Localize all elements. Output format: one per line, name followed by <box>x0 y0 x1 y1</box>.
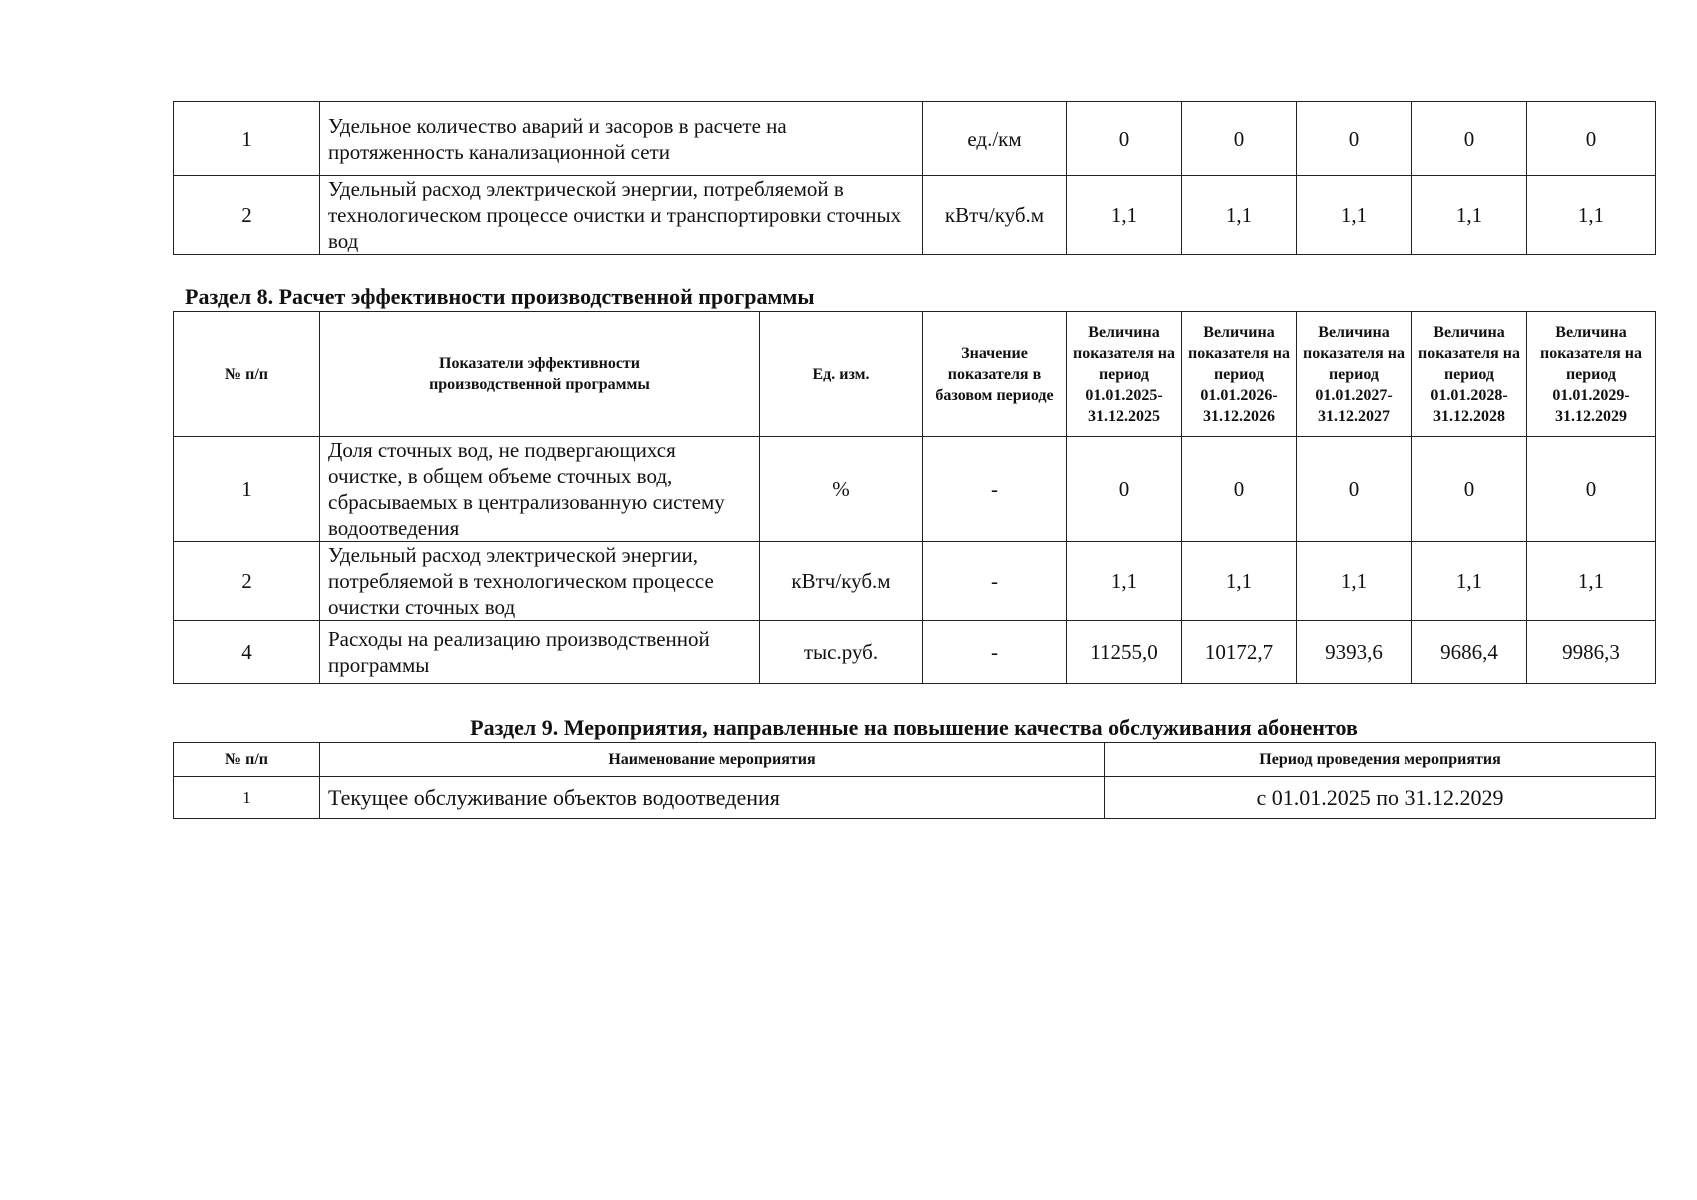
value-cell: 1,1 <box>1527 542 1656 621</box>
table-row <box>174 542 1656 621</box>
row-number: 2 <box>174 542 320 621</box>
row-number: 1 <box>174 102 320 176</box>
header-indicator: Показатели эффективности производственной программы <box>320 312 760 437</box>
header-period: Величина показателя на период 01.01.2029-31.12.2029 <box>1527 312 1656 437</box>
header-period: Величина показателя на период 01.01.2025-31.12.2025 <box>1067 312 1182 437</box>
value-cell: 1,1 <box>1182 176 1297 255</box>
value-cell: 1,1 <box>1527 176 1656 255</box>
header-period: Величина показателя на период 01.01.2028-31.12.2028 <box>1412 312 1527 437</box>
unit-cell: кВтч/куб.м <box>923 176 1067 255</box>
value-cell: 0 <box>1412 437 1527 542</box>
base-value-cell: - <box>923 542 1067 621</box>
header-activity: Наименование мероприятия <box>320 743 1105 777</box>
row-number: 2 <box>174 176 320 255</box>
unit-cell: % <box>760 437 923 542</box>
unit-cell: кВтч/куб.м <box>760 542 923 621</box>
indicator-name: Расходы на реализацию производственной программы <box>320 621 760 684</box>
table-row <box>174 176 1656 255</box>
value-cell: 1,1 <box>1297 542 1412 621</box>
value-cell: 1,1 <box>1182 542 1297 621</box>
table-header-row <box>174 743 1656 777</box>
activity-period: с 01.01.2025 по 31.12.2029 <box>1105 777 1656 819</box>
efficiency-table <box>173 311 1656 684</box>
row-number: 4 <box>174 621 320 684</box>
section-8-title: Раздел 8. Расчет эффективности производственной программы <box>185 284 815 309</box>
value-cell: 1,1 <box>1067 176 1182 255</box>
table-header-row <box>174 312 1656 437</box>
value-cell: 0 <box>1182 102 1297 176</box>
indicator-name: Удельное количество аварий и засоров в расчете на протяженность канализационной сети <box>320 102 923 176</box>
header-period: Величина показателя на период 01.01.2026-31.12.2026 <box>1182 312 1297 437</box>
row-number: 1 <box>174 777 320 819</box>
header-period: Период проведения мероприятия <box>1105 743 1656 777</box>
base-value-cell: - <box>923 621 1067 684</box>
value-cell: 11255,0 <box>1067 621 1182 684</box>
value-cell: 0 <box>1182 437 1297 542</box>
value-cell: 0 <box>1527 102 1656 176</box>
header-number: № п/п <box>174 743 320 777</box>
indicators-table-top <box>173 101 1656 255</box>
indicator-name: Доля сточных вод, не подвергающихся очистке, в общем объеме сточных вод, сбрасываемых в централизованную систему водоотведения <box>320 437 760 542</box>
table-row <box>174 437 1656 542</box>
indicator-name: Удельный расход электрической энергии, потребляемой в технологическом процессе очистки и транспортировки сточных вод <box>320 176 923 255</box>
value-cell: 0 <box>1527 437 1656 542</box>
header-period: Величина показателя на период 01.01.2027-31.12.2027 <box>1297 312 1412 437</box>
value-cell: 9986,3 <box>1527 621 1656 684</box>
unit-cell: ед./км <box>923 102 1067 176</box>
table-row <box>174 621 1656 684</box>
section-9-title: Раздел 9. Мероприятия, направленные на повышение качества обслуживания абонентов <box>470 715 1358 740</box>
value-cell: 9393,6 <box>1297 621 1412 684</box>
activities-table <box>173 742 1656 819</box>
value-cell: 0 <box>1067 102 1182 176</box>
header-base: Значение показателя в базовом периоде <box>923 312 1067 437</box>
value-cell: 9686,4 <box>1412 621 1527 684</box>
value-cell: 1,1 <box>1412 176 1527 255</box>
value-cell: 1,1 <box>1412 542 1527 621</box>
indicator-name: Удельный расход электрической энергии, потребляемой в технологическом процессе очистки сточных вод <box>320 542 760 621</box>
header-number: № п/п <box>174 312 320 437</box>
table-row <box>174 777 1656 819</box>
row-number: 1 <box>174 437 320 542</box>
value-cell: 0 <box>1067 437 1182 542</box>
value-cell: 0 <box>1297 437 1412 542</box>
unit-cell: тыс.руб. <box>760 621 923 684</box>
value-cell: 10172,7 <box>1182 621 1297 684</box>
header-unit: Ед. изм. <box>760 312 923 437</box>
value-cell: 1,1 <box>1067 542 1182 621</box>
value-cell: 1,1 <box>1297 176 1412 255</box>
value-cell: 0 <box>1297 102 1412 176</box>
table-row <box>174 102 1656 176</box>
activity-name: Текущее обслуживание объектов водоотведения <box>320 777 1105 819</box>
value-cell: 0 <box>1412 102 1527 176</box>
base-value-cell: - <box>923 437 1067 542</box>
